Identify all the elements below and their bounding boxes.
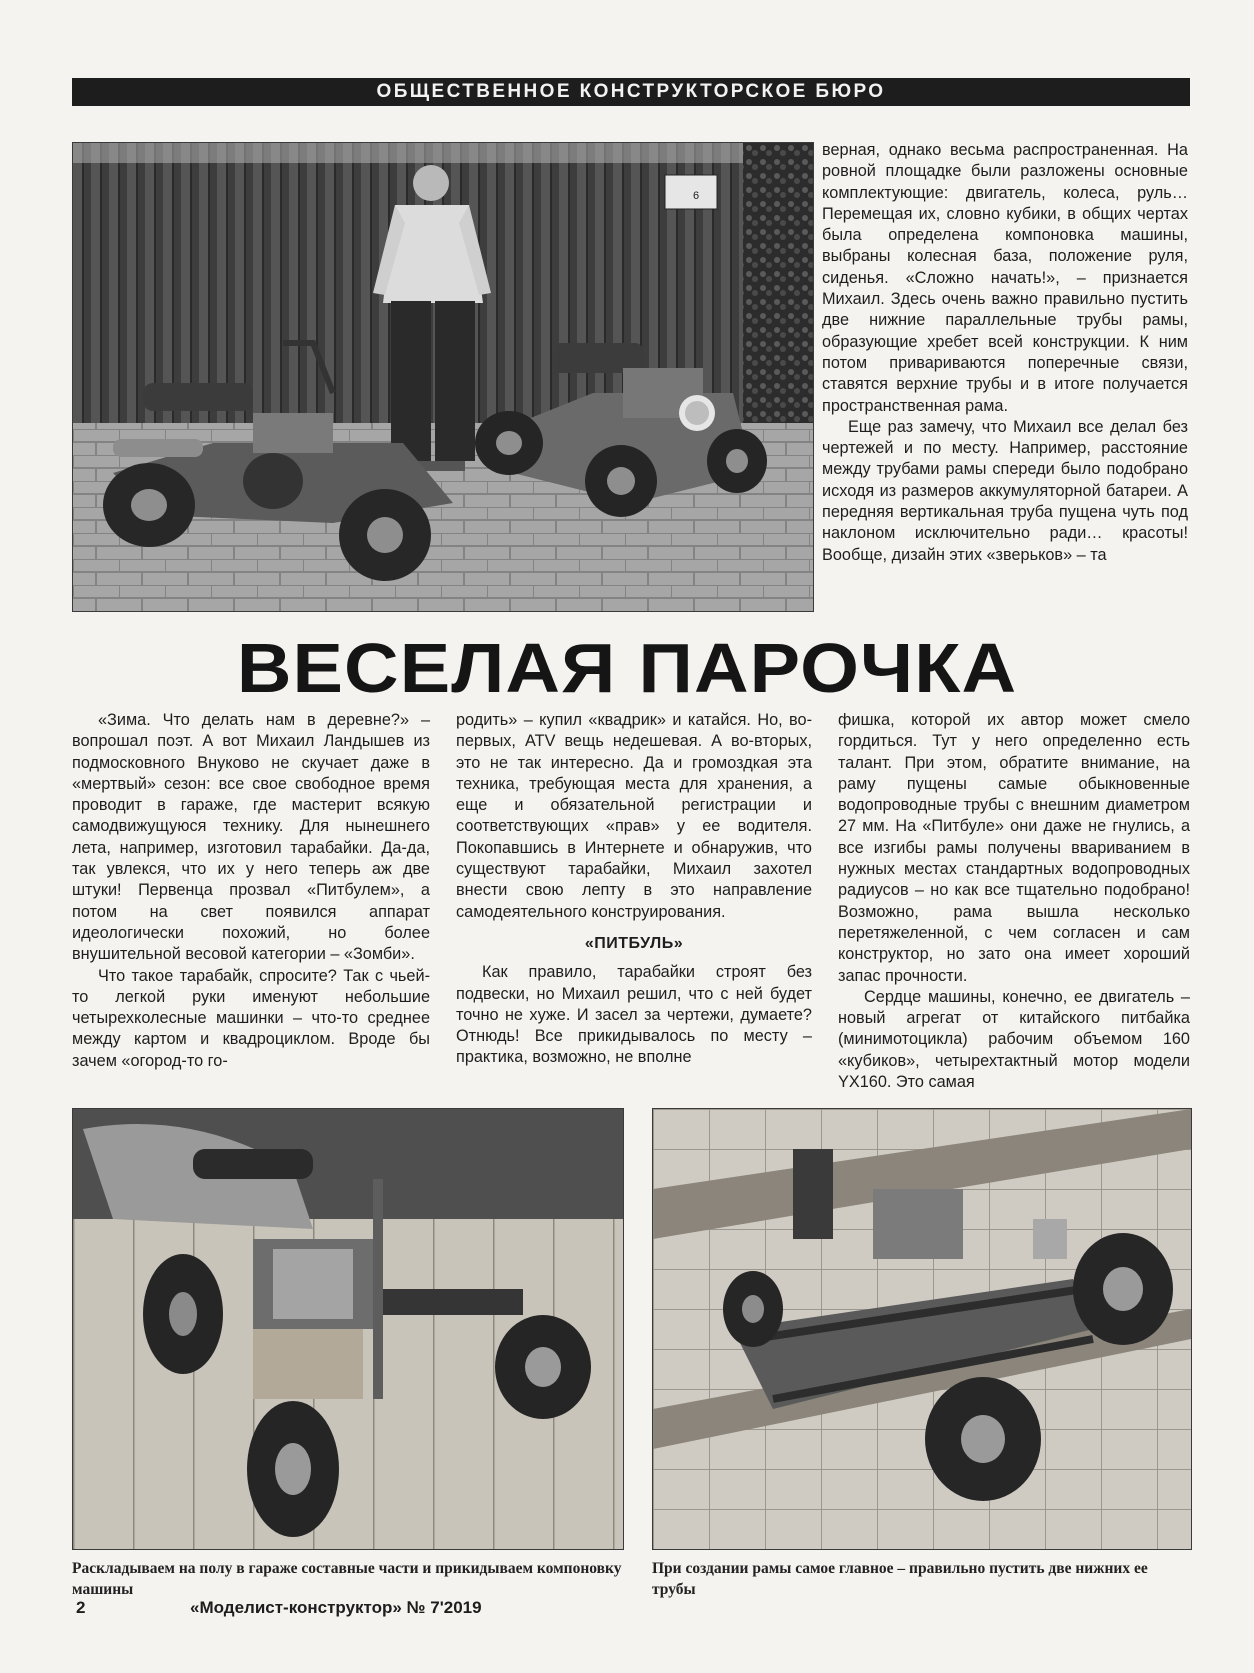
paragraph: верная, однако весьма распространенная. На ровной площадке были разложены основные комплектующие: двигатель, колеса, руль… Перемещая их, словно кубики, в общих чертах была определена компоновка машины, выбраны колесная база, положение руля, сиденья. «Сложно начать!», – признается Михаил. Здесь очень важно правильно пустить две нижние параллельные трубы рамы, образующие хребет всей конструкции. К ним потом привариваются поперечные связи, ставятся верхние трубы и в итоге получается пространственная рама. bbox=[822, 141, 1188, 415]
photo-frame-illustration bbox=[653, 1109, 1191, 1549]
paragraph: Еще раз замечу, что Михаил все делал без чертежей и по месту. Например, расстояние между трубами рамы спереди было подобрано исходя из размеров аккумуляторной батареи. А передняя вертикальная труба пущена чуть под наклоном исключительно ради… красоты! Вообще, дизайн этих «зверьков» – та bbox=[822, 417, 1188, 564]
paragraph: Сердце машины, конечно, ее двигатель – новый агрегат от китайского питбайка (минимотоцикла) рабочим объемом 160 «кубиков», четырехтактный мотор модели YX160. Это самая bbox=[838, 987, 1190, 1092]
photo-man-with-quad-bikes bbox=[72, 142, 814, 612]
photo-top-illustration bbox=[73, 143, 813, 611]
caption-right: При создании рамы самое главное – правильно пустить две нижних ее трубы bbox=[652, 1560, 1148, 1598]
magazine-issue: «Моделист-конструктор» № 7'2019 bbox=[190, 1598, 482, 1617]
paragraph: родить» – купил «квадрик» и катайся. Но, во-первых, ATV вещь недешевая. А во-вторых, это не так интересно. Да и громоздкая эта техника, требующая места для хранения, а еще и обязательной регистрации и соответствующих «прав» у ее водителя. Покопавшись в Интернете и обнаружив, что существуют тарабайки, Михаил захотел внести свою лепту в это направление самодеятельного конструирования. bbox=[456, 711, 812, 921]
page-number: 2 bbox=[76, 1598, 86, 1617]
paragraph: Что такое тарабайк, спросите? Так с чьей-то легкой руки именуют небольшие четырехколесные машинки – что-то среднее между картом и квадроциклом. Вроде бы зачем «огород-то го- bbox=[72, 966, 430, 1070]
article-column-3 bbox=[838, 710, 1190, 1093]
subheading-pitbul: «ПИТБУЛЬ» bbox=[584, 934, 684, 952]
caption-left: Раскладываем на полу в гараже составные части и прикидываем компоновку машины bbox=[72, 1560, 622, 1598]
section-header bbox=[72, 78, 1190, 106]
article-column-2 bbox=[456, 710, 812, 1069]
article-column-1 bbox=[72, 710, 430, 1072]
paragraph: фишка, которой их автор может смело гордиться. Тут у него определенно есть талант. При этом, обратите внимание, на раму пущены самые обыкновенные водопроводные трубы с внешним диаметром 27 мм. На «Питбуле» они даже не гнулись, а все изгибы рамы получены ввариванием в нужных местах стандартных водопроводных радиусов – но как все тщательно подобрано! Возможно, рама вышла несколько перетяжеленной, с чем согласен и сам конструктор, но зато она имеет хороший запас прочности. bbox=[838, 711, 1190, 985]
paragraph: Как правило, тарабайки строят без подвески, но Михаил решил, что с ней будет точно не хуже. И засел за чертежи, думаете? Отнюдь! Все прикидывалось по месту – практика, возможно, не вполне bbox=[456, 963, 812, 1067]
paragraph: «Зима. Что делать нам в деревне?» – вопрошал поэт. А вот Михаил Ландышев из подмосковного Внуково не скучает даже в «мертвый» сезон: все свое свободное время проводит в гараже, где мастерит всякую самодвижущуюся технику. Для нынешнего лета, например, изготовил тарабайки. Да-да, так увлекся, что их у него теперь аж две штуки! Первенца прозвал «Питбулем», а потом на свет появился аппарат идеологически похожий, но более внушительной весовой категории – «Зомби». bbox=[72, 711, 430, 964]
fence-sign-number: 6 bbox=[693, 190, 700, 202]
section-title: ОБЩЕСТВЕННОЕ КОНСТРУКТОРСКОЕ БЮРО bbox=[376, 81, 886, 102]
article-column-top-right bbox=[822, 140, 1188, 566]
photo-garage-illustration bbox=[73, 1109, 623, 1549]
photo-frame-construction bbox=[652, 1108, 1192, 1550]
article-headline: ВЕСЕЛАЯ ПАРОЧКА bbox=[236, 629, 1018, 707]
photo-garage-layout bbox=[72, 1108, 624, 1550]
